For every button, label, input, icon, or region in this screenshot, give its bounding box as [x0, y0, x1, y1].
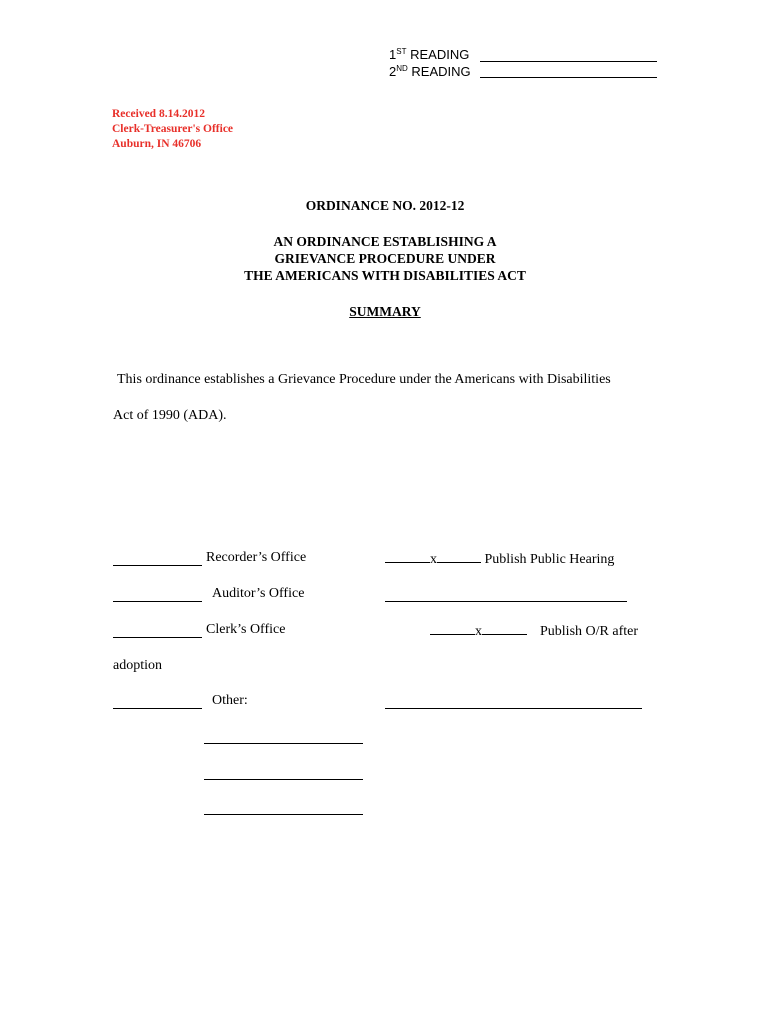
- publish-or-after-label: Publish O/R after: [540, 624, 638, 639]
- auditors-office-label: Auditor’s Office: [212, 586, 305, 601]
- publish-or-row: [430, 622, 638, 640]
- clerks-office-blank[interactable]: [113, 637, 202, 638]
- publish-or-mark: x: [475, 624, 482, 639]
- adoption-text: adoption: [113, 658, 162, 673]
- other-label: Other:: [212, 693, 248, 708]
- extra-blank-3[interactable]: [204, 814, 363, 815]
- stamp-address: Auburn, IN 46706: [112, 138, 202, 150]
- ordinance-title: [0, 233, 770, 284]
- first-reading-line[interactable]: [480, 61, 657, 62]
- stamp-date: Received 8.14.2012: [112, 108, 205, 120]
- extra-blank-2[interactable]: [204, 779, 363, 780]
- extra-blank-1[interactable]: [204, 743, 363, 744]
- title-line-1: AN ORDINANCE ESTABLISHING A: [273, 234, 497, 249]
- first-reading: 1ST READING: [389, 47, 470, 62]
- publish-hearing-mark: x: [430, 552, 437, 567]
- ordinance-number: ORDINANCE NO. 2012-12: [305, 198, 465, 213]
- publish-public-hearing-label: Publish Public Hearing: [484, 552, 615, 567]
- title-line-3: THE AMERICANS WITH DISABILITIES ACT: [244, 268, 526, 283]
- recorders-office-blank[interactable]: [113, 565, 202, 566]
- publish-hearing-blank-left[interactable]: [385, 550, 430, 563]
- received-stamp: [112, 107, 233, 152]
- publish-or-blank-right[interactable]: [482, 622, 527, 635]
- publish-or-blank-left[interactable]: [430, 622, 475, 635]
- title-line-2: GRIEVANCE PROCEDURE UNDER: [274, 251, 496, 266]
- second-reading: 2ND READING: [389, 64, 471, 79]
- summary-heading: SUMMARY: [349, 304, 421, 319]
- summary-line-1: This ordinance establishes a Grievance Procedure under the Americans with Disabilities: [117, 372, 611, 387]
- auditor-right-blank[interactable]: [385, 601, 627, 602]
- stamp-office: Clerk-Treasurer's Office: [112, 123, 234, 135]
- recorders-office-label: Recorder’s Office: [206, 550, 307, 565]
- other-right-blank[interactable]: [385, 708, 642, 709]
- second-reading-line[interactable]: [480, 77, 657, 78]
- clerks-office-label: Clerk’s Office: [206, 622, 286, 637]
- other-blank[interactable]: [113, 708, 202, 709]
- publish-public-hearing-row: [385, 550, 614, 568]
- auditors-office-blank[interactable]: [113, 601, 202, 602]
- publish-hearing-blank-right[interactable]: [437, 550, 481, 563]
- summary-line-2: Act of 1990 (ADA).: [113, 408, 227, 423]
